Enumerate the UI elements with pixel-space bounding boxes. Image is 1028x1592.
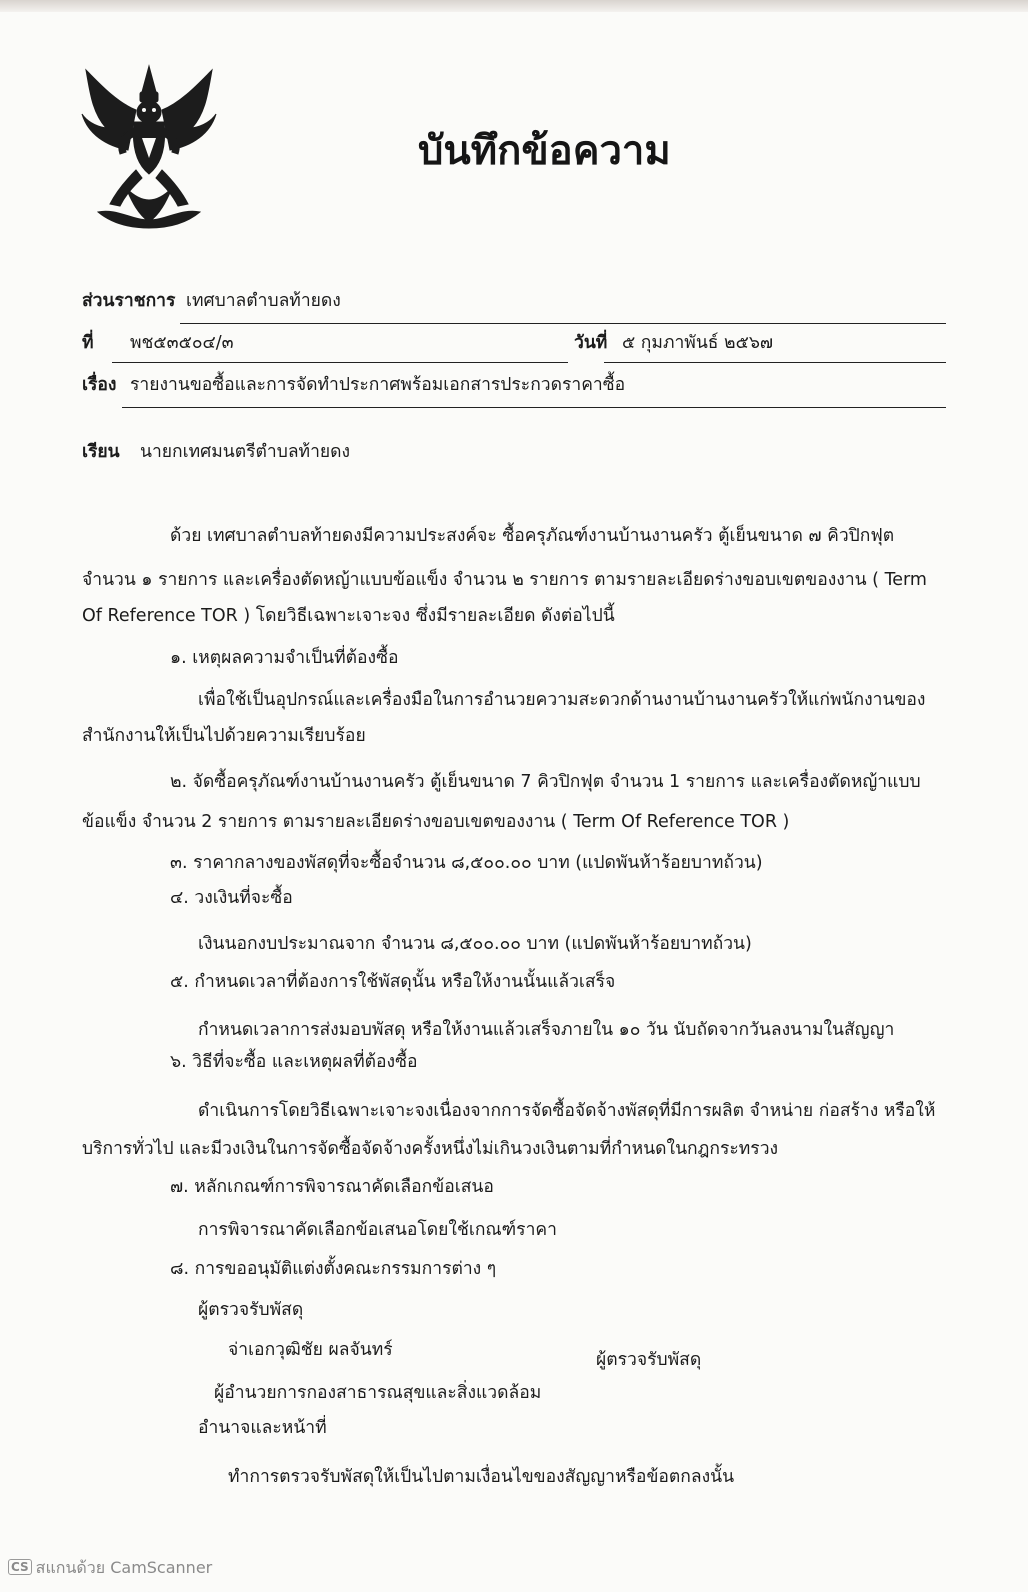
section-heading: ๔. วงเงินที่จะซื้อ [170, 888, 293, 908]
camscanner-logo-icon: CS [8, 1559, 32, 1575]
committee-member-position: ผู้อำนวยการกองสาธารณสุขและสิ่งแวดล้อม [214, 1383, 542, 1403]
body-line: Of Reference TOR ) โดยวิธีเฉพาะเจาะจง ซึ่งมีรายละเอียด ดังต่อไปนี้ [82, 606, 615, 626]
section-heading: ๓. ราคากลางของพัสดุที่จะซื้อจำนวน ๘,๕๐๐.๐๐ บาท (แปดพันห้าร้อยบาทถ้วน) [170, 853, 763, 873]
to-label: เรียน [82, 442, 120, 462]
duties-text: ทำการตรวจรับพัสดุให้เป็นไปตามเงื่อนไขของสัญญาหรือข้อตกลงนั้น [228, 1467, 735, 1487]
committee-member-name: จ่าเอกวุฒิชัย ผลจันทร์ [228, 1340, 393, 1360]
body-line: บริการทั่วไป และมีวงเงินในการจัดซื้อจัดจ้างครั้งหนึ่งไม่เกินวงเงินตามที่กำหนดในกฎกระทรวง [82, 1139, 779, 1159]
body-line: การพิจารณาคัดเลือกข้อเสนอโดยใช้เกณฑ์ราคา [198, 1220, 557, 1240]
body-line: ข้อแข็ง จำนวน 2 รายการ ตามรายละเอียดร่างขอบเขตของงาน ( Term Of Reference TOR ) [82, 812, 790, 832]
committee-heading: ผู้ตรวจรับพัสดุ [198, 1300, 304, 1320]
body-line: จำนวน ๑ รายการ และเครื่องตัดหญ้าแบบข้อแข็ง จำนวน ๒ รายการ ตามรายละเอียดร่างขอบเขตของงาน ( Term [82, 570, 927, 590]
ref-value: พช๕๓๕๐๔/๓ [130, 333, 234, 353]
document-title: บันทึกข้อความ [418, 128, 671, 174]
body-line: กำหนดเวลาการส่งมอบพัสดุ หรือให้งานแล้วเสร็จภายใน ๑๐ วัน นับถัดจากวันลงนามในสัญญา [198, 1020, 895, 1040]
to-value: นายกเทศมนตรีตำบลท้ายดง [140, 442, 351, 462]
agency-label: ส่วนราชการ [82, 291, 176, 311]
agency-value: เทศบาลตำบลท้ายดง [186, 291, 341, 311]
section-heading: ๕. กำหนดเวลาที่ต้องการใช้พัสดุนั้น หรือให้งานนั้นแล้วเสร็จ [170, 972, 616, 992]
camscanner-text: สแกนด้วย CamScanner [35, 1558, 213, 1577]
section-heading: ๖. วิธีที่จะซื้อ และเหตุผลที่ต้องซื้อ [170, 1052, 418, 1072]
section-heading: ๒. จัดซื้อครุภัณฑ์งานบ้านงานครัว ตู้เย็นขนาด 7 คิวปิกฟุต จำนวน 1 รายการ และเครื่องตัดหญ้าแบบ [170, 772, 921, 792]
section-heading: ๑. เหตุผลความจำเป็นที่ต้องซื้อ [170, 648, 399, 668]
committee-member-role: ผู้ตรวจรับพัสดุ [596, 1350, 702, 1370]
garuda-emblem-icon [76, 62, 222, 232]
date-underline [604, 362, 946, 363]
agency-underline [180, 323, 946, 324]
subject-label: เรื่อง [82, 375, 117, 395]
subject-value: รายงานขอซื้อและการจัดทำประกาศพร้อมเอกสารประกวดราคาซื้อ [130, 375, 626, 395]
subject-underline [122, 407, 946, 408]
camscanner-footer [8, 1556, 212, 1581]
body-line: เงินนอกงบประมาณจาก จำนวน ๘,๕๐๐.๐๐ บาท (แปดพันห้าร้อยบาทถ้วน) [198, 934, 752, 954]
section-heading: ๗. หลักเกณฑ์การพิจารณาคัดเลือกข้อเสนอ [170, 1177, 494, 1197]
body-line: ดำเนินการโดยวิธีเฉพาะเจาะจงเนื่องจากการจัดซื้อจัดจ้างพัสดุที่มีการผลิต จำหน่าย ก่อสร้าง หรือให้ [198, 1101, 936, 1121]
body-line: ด้วย เทศบาลตำบลท้ายดงมีความประสงค์จะ ซื้อครุภัณฑ์งานบ้านงานครัว ตู้เย็นขนาด ๗ คิวปิกฟุต [170, 526, 895, 546]
body-line: สำนักงานให้เป็นไปด้วยความเรียบร้อย [82, 726, 366, 746]
date-label: วันที่ [574, 333, 608, 353]
ref-label: ที่ [82, 333, 94, 353]
section-heading: ๘. การขออนุมัติแต่งตั้งคณะกรรมการต่าง ๆ [170, 1259, 497, 1279]
ref-underline [112, 362, 568, 363]
duties-heading: อำนาจและหน้าที่ [198, 1418, 327, 1438]
date-value: ๕ กุมภาพันธ์ ๒๕๖๗ [622, 333, 774, 353]
scan-top-edge [0, 0, 1028, 12]
body-line: เพื่อใช้เป็นอุปกรณ์และเครื่องมือในการอำนวยความสะดวกด้านงานบ้านงานครัวให้แก่พนักงานของ [198, 690, 926, 710]
